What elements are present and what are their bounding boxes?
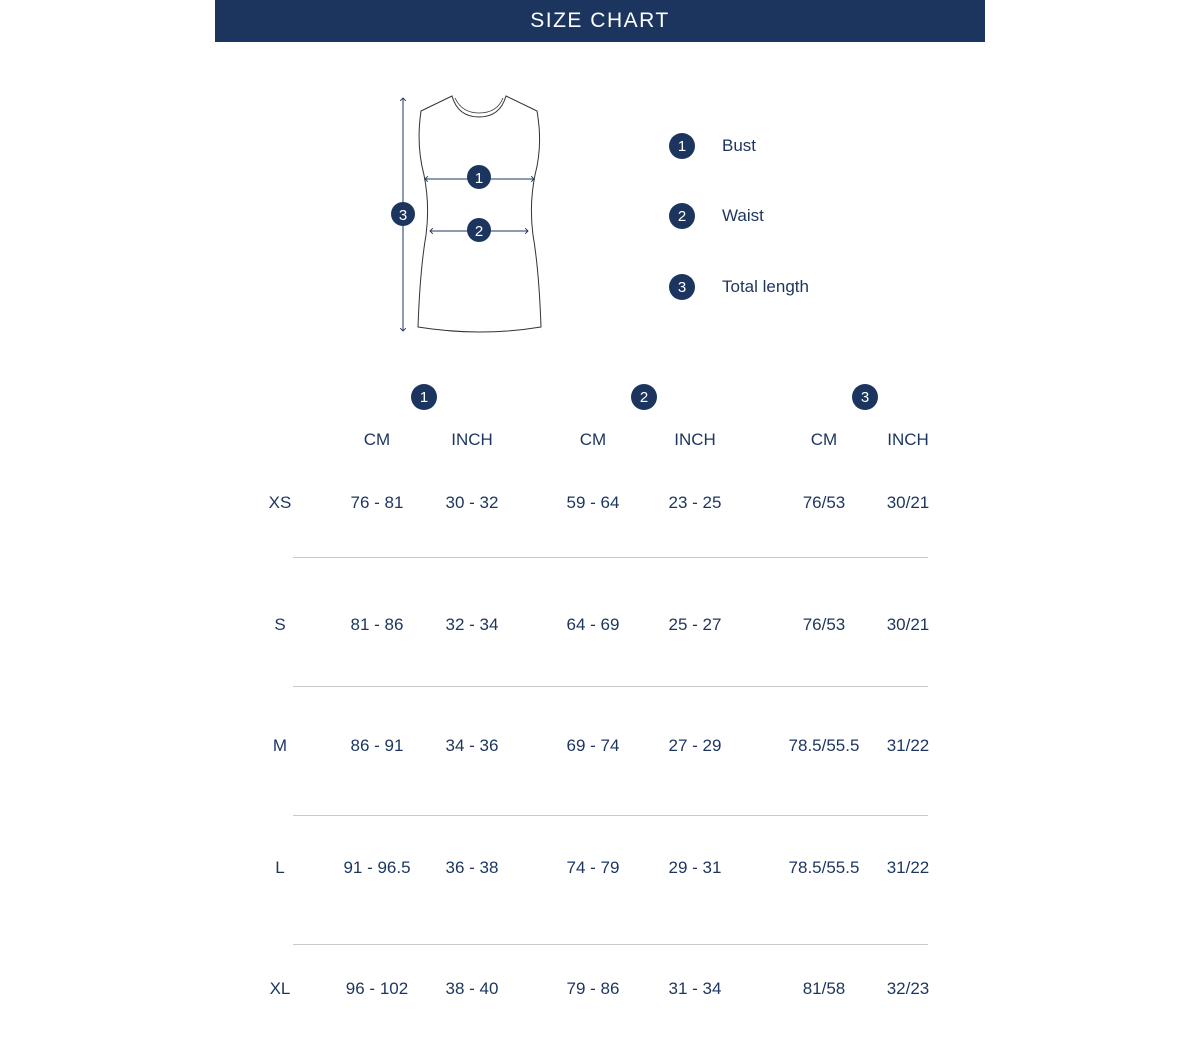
svg-text:3: 3 <box>398 207 408 224</box>
size-label: S <box>274 615 286 634</box>
table-cell: 32/23 <box>886 979 930 998</box>
legend-item-bust <box>669 132 756 160</box>
marker-waist <box>467 218 491 242</box>
garment-diagram <box>380 85 560 345</box>
table-cell: 23 - 25 <box>668 493 722 512</box>
table-cell: 76 - 81 <box>350 493 404 512</box>
column-group-length-badge: 3 <box>852 384 878 410</box>
table-cell: 78.5/55.5 <box>788 736 860 755</box>
marker-length <box>391 202 415 226</box>
legend-number-badge: 3 <box>669 274 695 300</box>
table-cell: 29 - 31 <box>668 858 722 877</box>
table-cell: 78.5/55.5 <box>788 858 860 877</box>
legend-number-badge: 2 <box>669 203 695 229</box>
table-cell: 81/58 <box>802 979 846 998</box>
unit-header-inch: INCH <box>674 430 716 449</box>
table-cell: 64 - 69 <box>566 615 620 634</box>
table-cell: 81 - 86 <box>350 615 404 634</box>
legend-item-waist <box>669 202 764 230</box>
size-label: M <box>272 736 288 755</box>
table-cell: 69 - 74 <box>566 736 620 755</box>
dress-outline <box>418 96 541 332</box>
table-cell: 74 - 79 <box>566 858 620 877</box>
row-divider <box>293 944 928 945</box>
svg-text:1: 1 <box>474 170 484 187</box>
size-label: XS <box>268 493 292 512</box>
table-cell: 36 - 38 <box>445 858 499 877</box>
neckline <box>455 98 503 113</box>
unit-header-inch: INCH <box>451 430 493 449</box>
legend-label: Total length <box>722 277 809 296</box>
legend-number-badge: 1 <box>669 133 695 159</box>
table-cell: 30/21 <box>886 493 930 512</box>
table-cell: 31 - 34 <box>668 979 722 998</box>
column-group-waist-badge: 2 <box>631 384 657 410</box>
unit-header-cm: CM <box>579 430 607 449</box>
size-label: XL <box>269 979 291 998</box>
table-cell: 86 - 91 <box>350 736 404 755</box>
row-divider <box>293 686 928 687</box>
legend-item-total-length <box>669 273 809 301</box>
column-group-bust-badge: 1 <box>411 384 437 410</box>
page-title: SIZE CHART <box>530 9 670 32</box>
table-cell: 31/22 <box>886 736 930 755</box>
row-divider <box>293 557 928 558</box>
table-cell: 34 - 36 <box>445 736 499 755</box>
size-chart-header <box>215 0 985 42</box>
table-cell: 32 - 34 <box>445 615 499 634</box>
table-cell: 30/21 <box>886 615 930 634</box>
svg-text:2: 2 <box>474 223 484 240</box>
table-cell: 76/53 <box>802 493 846 512</box>
unit-header-cm: CM <box>363 430 391 449</box>
table-cell: 91 - 96.5 <box>343 858 411 877</box>
legend-label: Waist <box>722 206 764 225</box>
marker-bust <box>467 165 491 189</box>
table-cell: 30 - 32 <box>445 493 499 512</box>
table-cell: 27 - 29 <box>668 736 722 755</box>
table-cell: 25 - 27 <box>668 615 722 634</box>
size-label: L <box>275 858 285 877</box>
table-cell: 31/22 <box>886 858 930 877</box>
table-cell: 79 - 86 <box>566 979 620 998</box>
legend-label: Bust <box>722 136 757 155</box>
table-cell: 96 - 102 <box>345 979 409 998</box>
row-divider <box>293 815 928 816</box>
unit-header-inch: INCH <box>887 430 929 449</box>
unit-header-cm: CM <box>810 430 838 449</box>
table-cell: 38 - 40 <box>445 979 499 998</box>
table-cell: 59 - 64 <box>566 493 620 512</box>
table-cell: 76/53 <box>802 615 846 634</box>
